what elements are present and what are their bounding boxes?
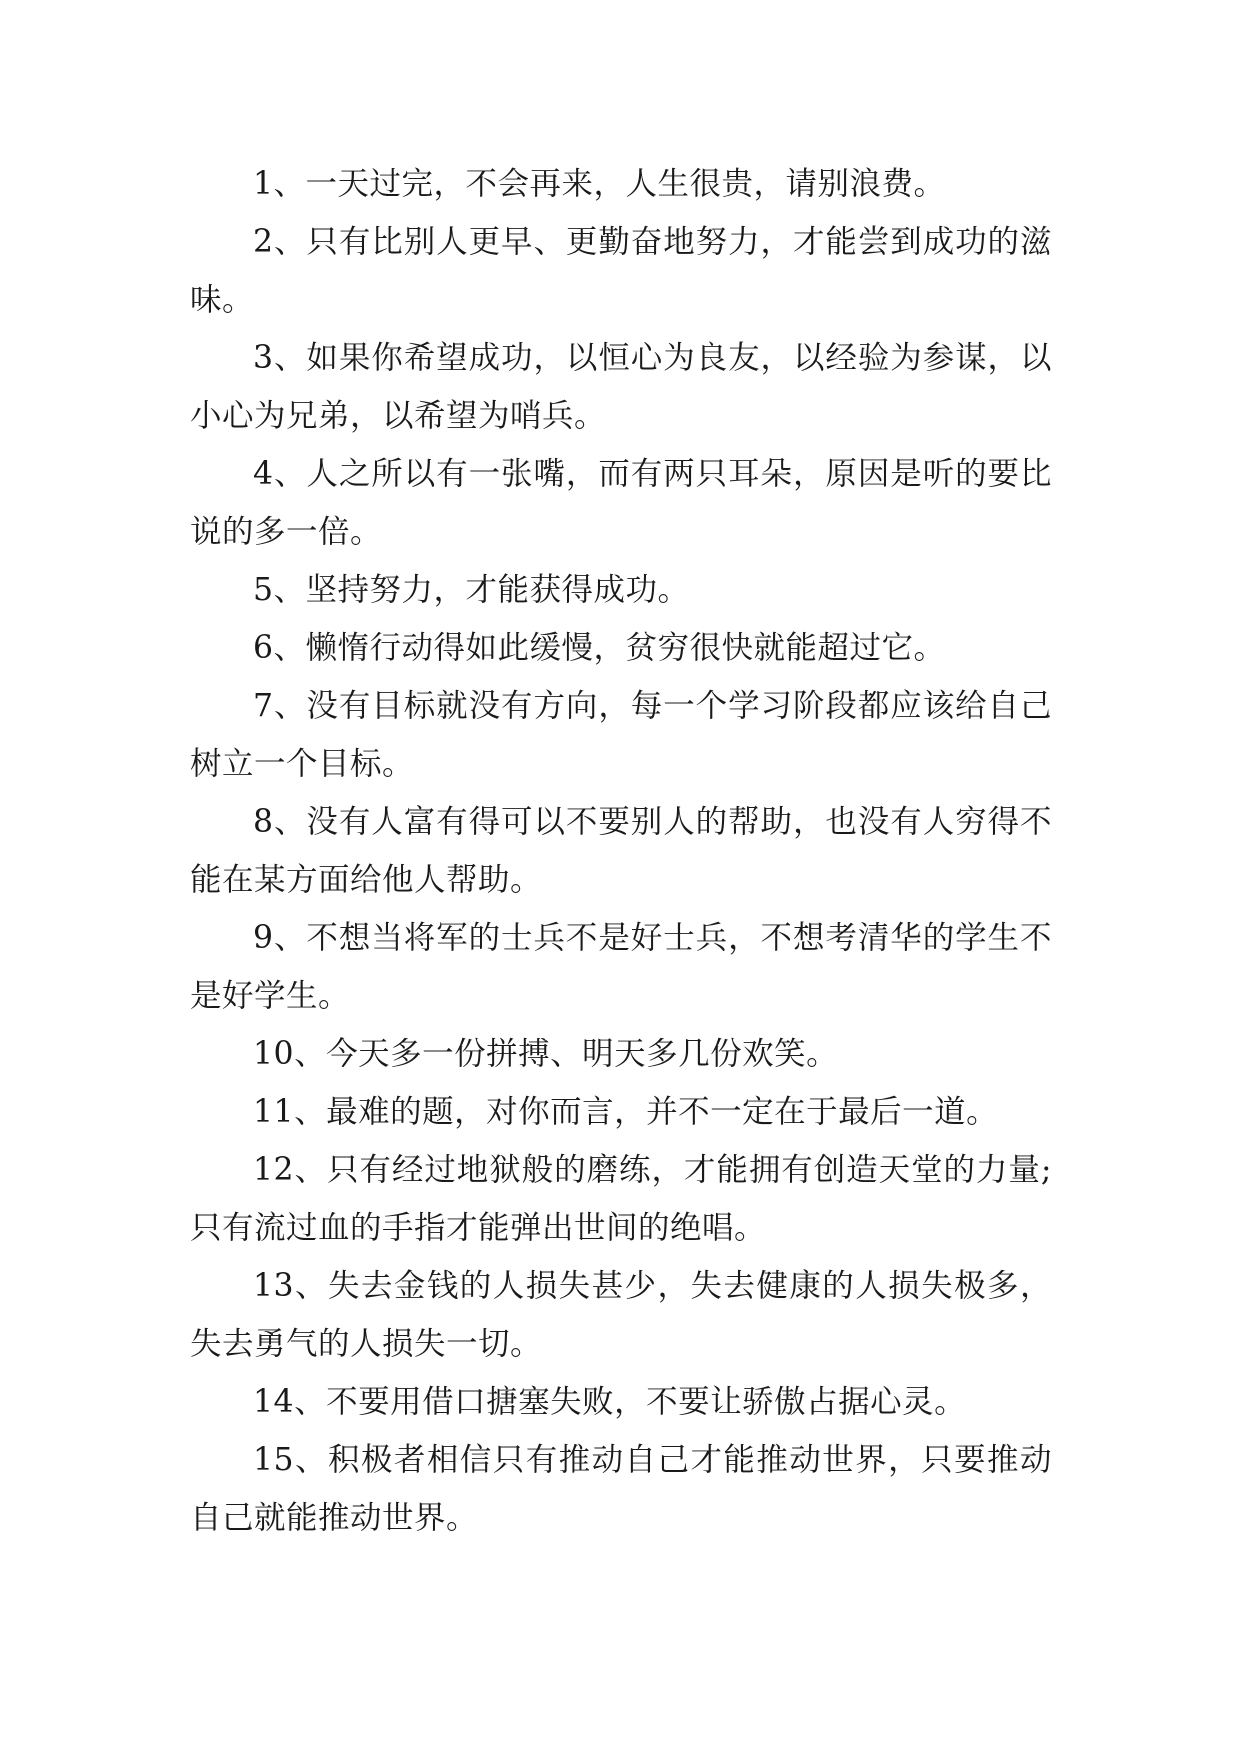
paragraph-8: 8、没有人富有得可以不要别人的帮助，也没有人穷得不能在某方面给他人帮助。 [190,804,1052,898]
paragraph-9: 9、不想当将军的士兵不是好士兵，不想考清华的学生不是好学生。 [190,920,1052,1014]
paragraph-13: 13、失去金钱的人损失甚少，失去健康的人损失极多，失去勇气的人损失一切。 [190,1268,1052,1362]
paragraph-7: 7、没有目标就没有方向，每一个学习阶段都应该给自己树立一个目标。 [190,688,1052,782]
paragraph-1: 1、一天过完，不会再来，人生很贵，请别浪费。 [253,166,946,202]
paragraph-15: 15、积极者相信只有推动自己才能推动世界，只要推动自己就能推动世界。 [190,1442,1052,1536]
paragraph-2: 2、只有比别人更早、更勤奋地努力，才能尝到成功的滋味。 [190,224,1052,318]
paragraph-10: 10、今天多一份拼搏、明天多几份欢笑。 [253,1036,839,1072]
paragraph-12: 12、只有经过地狱般的磨练，才能拥有创造天堂的力量;只有流过血的手指才能弹出世间的绝唱。 [190,1152,1052,1246]
paragraph-14: 14、不要用借口搪塞失败，不要让骄傲占据心灵。 [253,1384,967,1420]
document-body [190,155,1052,1547]
paragraph-4: 4、人之所以有一张嘴，而有两只耳朵，原因是听的要比说的多一倍。 [190,456,1052,550]
paragraph-5: 5、坚持努力，才能获得成功。 [253,572,690,608]
paragraph-6: 6、懒惰行动得如此缓慢，贫穷很快就能超过它。 [253,630,946,666]
paragraph-11: 11、最难的题，对你而言，并不一定在于最后一道。 [253,1094,999,1130]
paragraph-3: 3、如果你希望成功，以恒心为良友，以经验为参谋，以小心为兄弟，以希望为哨兵。 [190,340,1052,434]
